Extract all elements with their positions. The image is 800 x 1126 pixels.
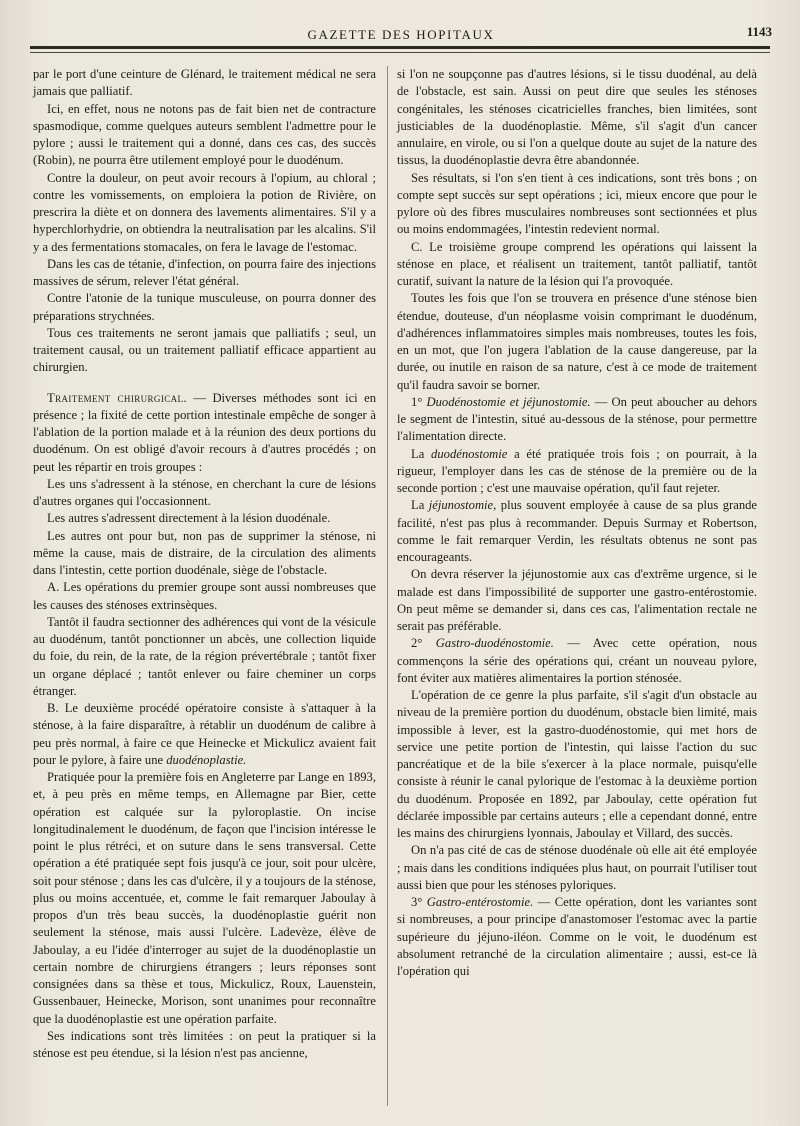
paragraph: Tous ces traitements ne seront jamais que palliatifs ; seul, un traitement causal, ou un traitement palliatif efficace appartient au chirurgien. <box>33 325 376 375</box>
right-column <box>397 66 757 980</box>
paragraph: Ses indications sont très limitées : on peut la pratiquer si la sténose est peu étendue, si la lésion n'est pas ancienne, <box>33 1028 376 1060</box>
paragraph: L'opération de ce genre la plus parfaite, s'il s'agit d'un obstacle au niveau de la première portion du duodénum, obstacle bien limité, mais impossible à lever, est la gastro-duodénostomie, qui met hors de service une petite portion de l'intestin, qui laisse l'action du suc pancréatique et de la bile s'exercer à la place normale, puisqu'elle consiste à réunir le canal pylorique de l'estomac à la deuxième portion du duodénum. Proposée en 1892, par Jaboulay, cette opération fut déclarée impossible par certains auteurs ; elle a cependant donné, entre les mains des chirurgiens lyonnais, Jaboulay et Villard, des succès. <box>397 688 757 840</box>
paragraph: On n'a pas cité de cas de sténose duodénale où elle ait été employée ; mais dans les conditions indiquées plus haut, on pourrait l'utiliser tout aussi bien que pour les sténoses pyloriques. <box>397 843 757 892</box>
paragraph: Pratiquée pour la première fois en Angleterre par Lange en 1893, et, à peu près en même temps, en Allemagne par Bier, cette opération est calquée sur la pyloroplastie. On incise longitudinalement le duodénum, de façon que l'incision intéresse le point le plus rétréci, et on suture dans le sens transversal. Cette opération a été pratiquée sept fois jusqu'à ce jour, soit pour ulcère, soit pour sténose ; dans les cas d'ulcère, il y a toujours de la sténose, plus ou moins accentuée, et, comme le fait remarquer Jaboulay à propos d'un très beau succès, la duodénoplastie guérit non seulement la sténose, mais aussi l'ulcère. Ladevèze, élève de Jaboulay, a eu l'idée d'interroger au sujet de la duodénoplastie un certain nombre de chirurgiens étrangers ; leurs réponses sont consignées dans sa thèse et tous, Mickulicz, Roux, Lauenstein, Gussenbauer, Heinecke, Morison, sont unanimes pour reconnaître que la duodénoplastie est une opération parfaite. <box>33 770 376 1026</box>
subsection-heading: Gastro-duodénostomie. <box>435 636 554 651</box>
subsection-heading: Duodénostomie et jéjunostomie. <box>426 394 591 409</box>
paragraph: si l'on ne soupçonne pas d'autres lésions, si le tissu duodénal, au delà de l'obstacle, est sain. Aussi on peut dire que seules les sténoses congénitales, les sténoses cicatricielles franches, bien limitées, sont justiciables de la duodénoplastie. Même, s'il s'agit d'un cancer annulaire, en virole, ou si l'on a quelque doute au sujet de la nature des tissus, la duodénoplastie devra être abandonnée. <box>397 67 757 168</box>
left-column <box>33 66 376 1062</box>
subsection-heading: Gastro-entérostomie. <box>426 895 534 909</box>
paragraph: La jéjunostomie, plus souvent employée à cause de sa plus grande facilité, n'est pas plus à recommander. Depuis Surmay et Robertson, comme le fait remarquer Verdin, les résultats obtenus ne sont pas encourageants. <box>397 498 758 564</box>
paragraph: Contre la douleur, on peut avoir recours à l'opium, au chloral ; contre les vomissements, on emploiera la potion de Rivière, on prescrira la diète et on donnera des lavements alimentaires. S'il y a hyperchlorhydrie, on obtiendra la neutralisation par les alcalins. S'il y a des fermentations stomacales, on fera le lavage de l'estomac. <box>33 170 376 254</box>
paragraph: Les autres ont pour but, non pas de supprimer la sténose, ni même la cause, mais de distraire, de la circulation des aliments dans l'intestin, cette portion duodénale, siège de l'obstacle. <box>33 528 376 577</box>
paragraph: Les uns s'adressent à la sténose, en cherchant la cure de lésions d'autres organes qui l'occasionnent. <box>33 476 376 508</box>
paragraph: Contre l'atonie de la tunique musculeuse, on pourra donner des préparations strychnées. <box>33 291 376 323</box>
subsection-paragraph: 3° Gastro-entérostomie. — Cette opération, dont les variantes sont si nombreuses, a pour principe d'anastomoser l'estomac avec la partie supérieure du jéjuno-iléon. Comme on le voit, le duodénum est absolument retranché de la circulation alimentaire ; aussi, est-ce là l'opération qui <box>397 895 758 978</box>
paragraph: C. Le troisième groupe comprend les opérations qui laissent la sténose en place, et réalisent un traitement, tantôt palliatif, tantôt curatif, suivant la nature de la lésion qui l'a provoquée. <box>397 239 757 288</box>
section-heading: Traitement chirurgical. <box>47 390 187 405</box>
paragraph: On devra réserver la jéjunostomie aux cas d'extrême urgence, si le malade est dans l'impossibilité de supporter une gastro-entérostomie. On peut même se demander si, dans ces cas, l'alimentation rectale ne serait pas préférable. <box>397 567 757 633</box>
paragraph: La duodénostomie a été pratiquée trois fois ; on pourrait, à la rigueur, l'employer dans les cas de sténose de la première ou de la seconde portion ; c'est une mauvaise opération, qu'il faut rejeter. <box>397 446 758 495</box>
paragraph: Les autres s'adressent directement à la lésion duodénale. <box>47 511 331 526</box>
paragraph: Ici, en effet, nous ne notons pas de fait bien net de contracture spasmodique, comme quelques auteurs semblent l'admettre pour le pylore ; aussi le traitement qui a donné, dans ces cas, des succès (Robin), ne pourra être utilement employé pour le duodénum. <box>33 101 376 168</box>
subsection-paragraph: 1° Duodénostomie et jéjunostomie. — On peut aboucher au dehors le segment de l'intestin, situé au-dessous de la sténose, pour permettre l'alimentation directe. <box>397 394 757 444</box>
column-divider <box>387 66 388 1106</box>
header-rule-thin <box>30 52 770 53</box>
paragraph: par le port d'une ceinture de Glénard, le traitement médical ne sera jamais que palliatif. <box>33 67 376 99</box>
page-number: 1143 <box>746 24 772 39</box>
paragraph: Toutes les fois que l'on se trouvera en présence d'une sténose bien étendue, douteuse, d'un néoplasme voisin comprimant le duodénum, d'adhérences inflammatoires simples mais nombreuses, toutes les fois, en un mot, que l'on jugera l'ablation de la cause dangereuse, par la durée, ou inutile en raison de sa nature, c'est à ce mode de traitement qu'il faudra savoir se borner. <box>397 291 757 392</box>
header-rule-thick <box>30 46 770 49</box>
paragraph: A. Les opérations du premier groupe sont aussi nombreuses que les causes des sténoses extrinsèques. <box>33 580 376 612</box>
journal-title: GAZETTE DES HOPITAUX <box>307 27 495 42</box>
paragraph: B. Le deuxième procédé opératoire consiste à s'attaquer à la sténose, à la faire disparaître, à rétablir un duodénum de calibre à peu près normal, à faire ce que Heinecke et Mickulicz avaient fait pour le pylore, à faire une duodénoplastie. <box>33 701 376 767</box>
paragraph: Ses résultats, si l'on s'en tient à ces indications, sont très bons ; on compte sept succès sur sept opérations ; ici, mieux encore que pour le pylore où des fibres musculaires nombreuses sont sectionnées et plus ou moins endommagées, l'intestin redevient normal. <box>397 170 757 237</box>
paragraph: Tantôt il faudra sectionner des adhérences qui vont de la vésicule au duodénum, tantôt ponctionner un abcès, une collection liquide du foie, du rein, de la rate, de la région prévertébrale ; tantôt fixer un organe déplacé ; tantôt enlever ou faire cheminer un corps étranger. <box>33 614 376 698</box>
subsection-paragraph: 2° Gastro-duodénostomie. — Avec cette opération, nous commençons la série des opérations qui, créant un nouveau pylore, font éviter aux matières alimentaires la portion sténosée. <box>397 636 758 685</box>
paragraph: Dans les cas de tétanie, d'infection, on pourra faire des injections massives de sérum, relever l'état général. <box>33 256 376 288</box>
section-heading-paragraph: Traitement chirurgical. — Diverses méthodes sont ici en présence ; la fixité de cette portion intestinale empêche de songer à l'ablation de la portion malade et à la réunion des deux portions du duodénum. On est obligé d'avoir recours à d'autres procédés ; on peut les répartir en trois groupes : <box>33 390 376 474</box>
